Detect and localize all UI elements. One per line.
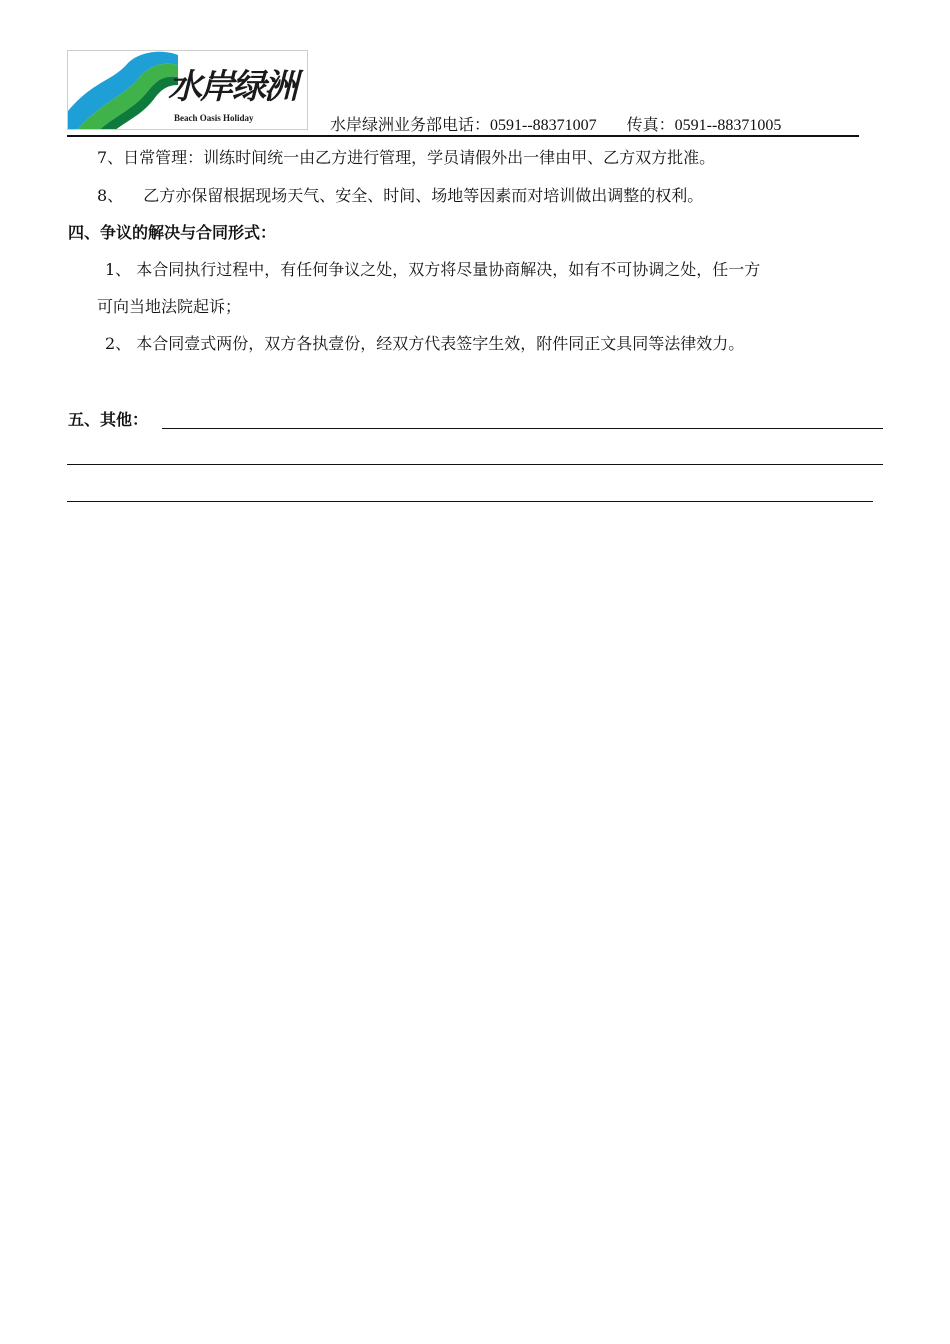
logo-subtitle: Beach Oasis Holiday bbox=[174, 113, 254, 123]
header-contact bbox=[330, 112, 781, 135]
fax-label: 传真：0591--88371005 bbox=[626, 117, 782, 134]
clause-item-8-number: 8、 bbox=[97, 186, 124, 205]
section-4-item-2: 2、 本合同壹式两份，双方各执壹份，经双方代表签字生效，附件同正文具同等法律效力。 bbox=[105, 334, 745, 353]
section-4-item-1-line-1: 1、 本合同执行过程中，有任何争议之处，双方将尽量协商解决，如有不可协调之处，任一方 bbox=[105, 260, 761, 279]
section-5-title: 五、其他： bbox=[68, 410, 149, 429]
section-4-item-1-line-2: 可向当地法院起诉； bbox=[97, 297, 242, 316]
other-blank-line-3 bbox=[67, 501, 873, 502]
header-divider bbox=[67, 135, 859, 137]
logo-title: 水岸绿洲 bbox=[168, 67, 296, 107]
clause-item-8 bbox=[97, 186, 703, 206]
phone-label: 水岸绿洲业务部电话：0591--88371007 bbox=[330, 117, 597, 134]
company-logo bbox=[67, 50, 308, 130]
clause-item-8-text: 乙方亦保留根据现场天气、安全、时间、场地等因素而对培训做出调整的权利。 bbox=[143, 186, 704, 205]
other-blank-line-2 bbox=[67, 464, 883, 465]
clause-item-7: 7、日常管理：训练时间统一由乙方进行管理，学员请假外出一律由甲、乙方双方批准。 bbox=[97, 148, 716, 167]
other-blank-line-1 bbox=[162, 428, 883, 429]
section-4-title: 四、争议的解决与合同形式： bbox=[68, 223, 277, 242]
